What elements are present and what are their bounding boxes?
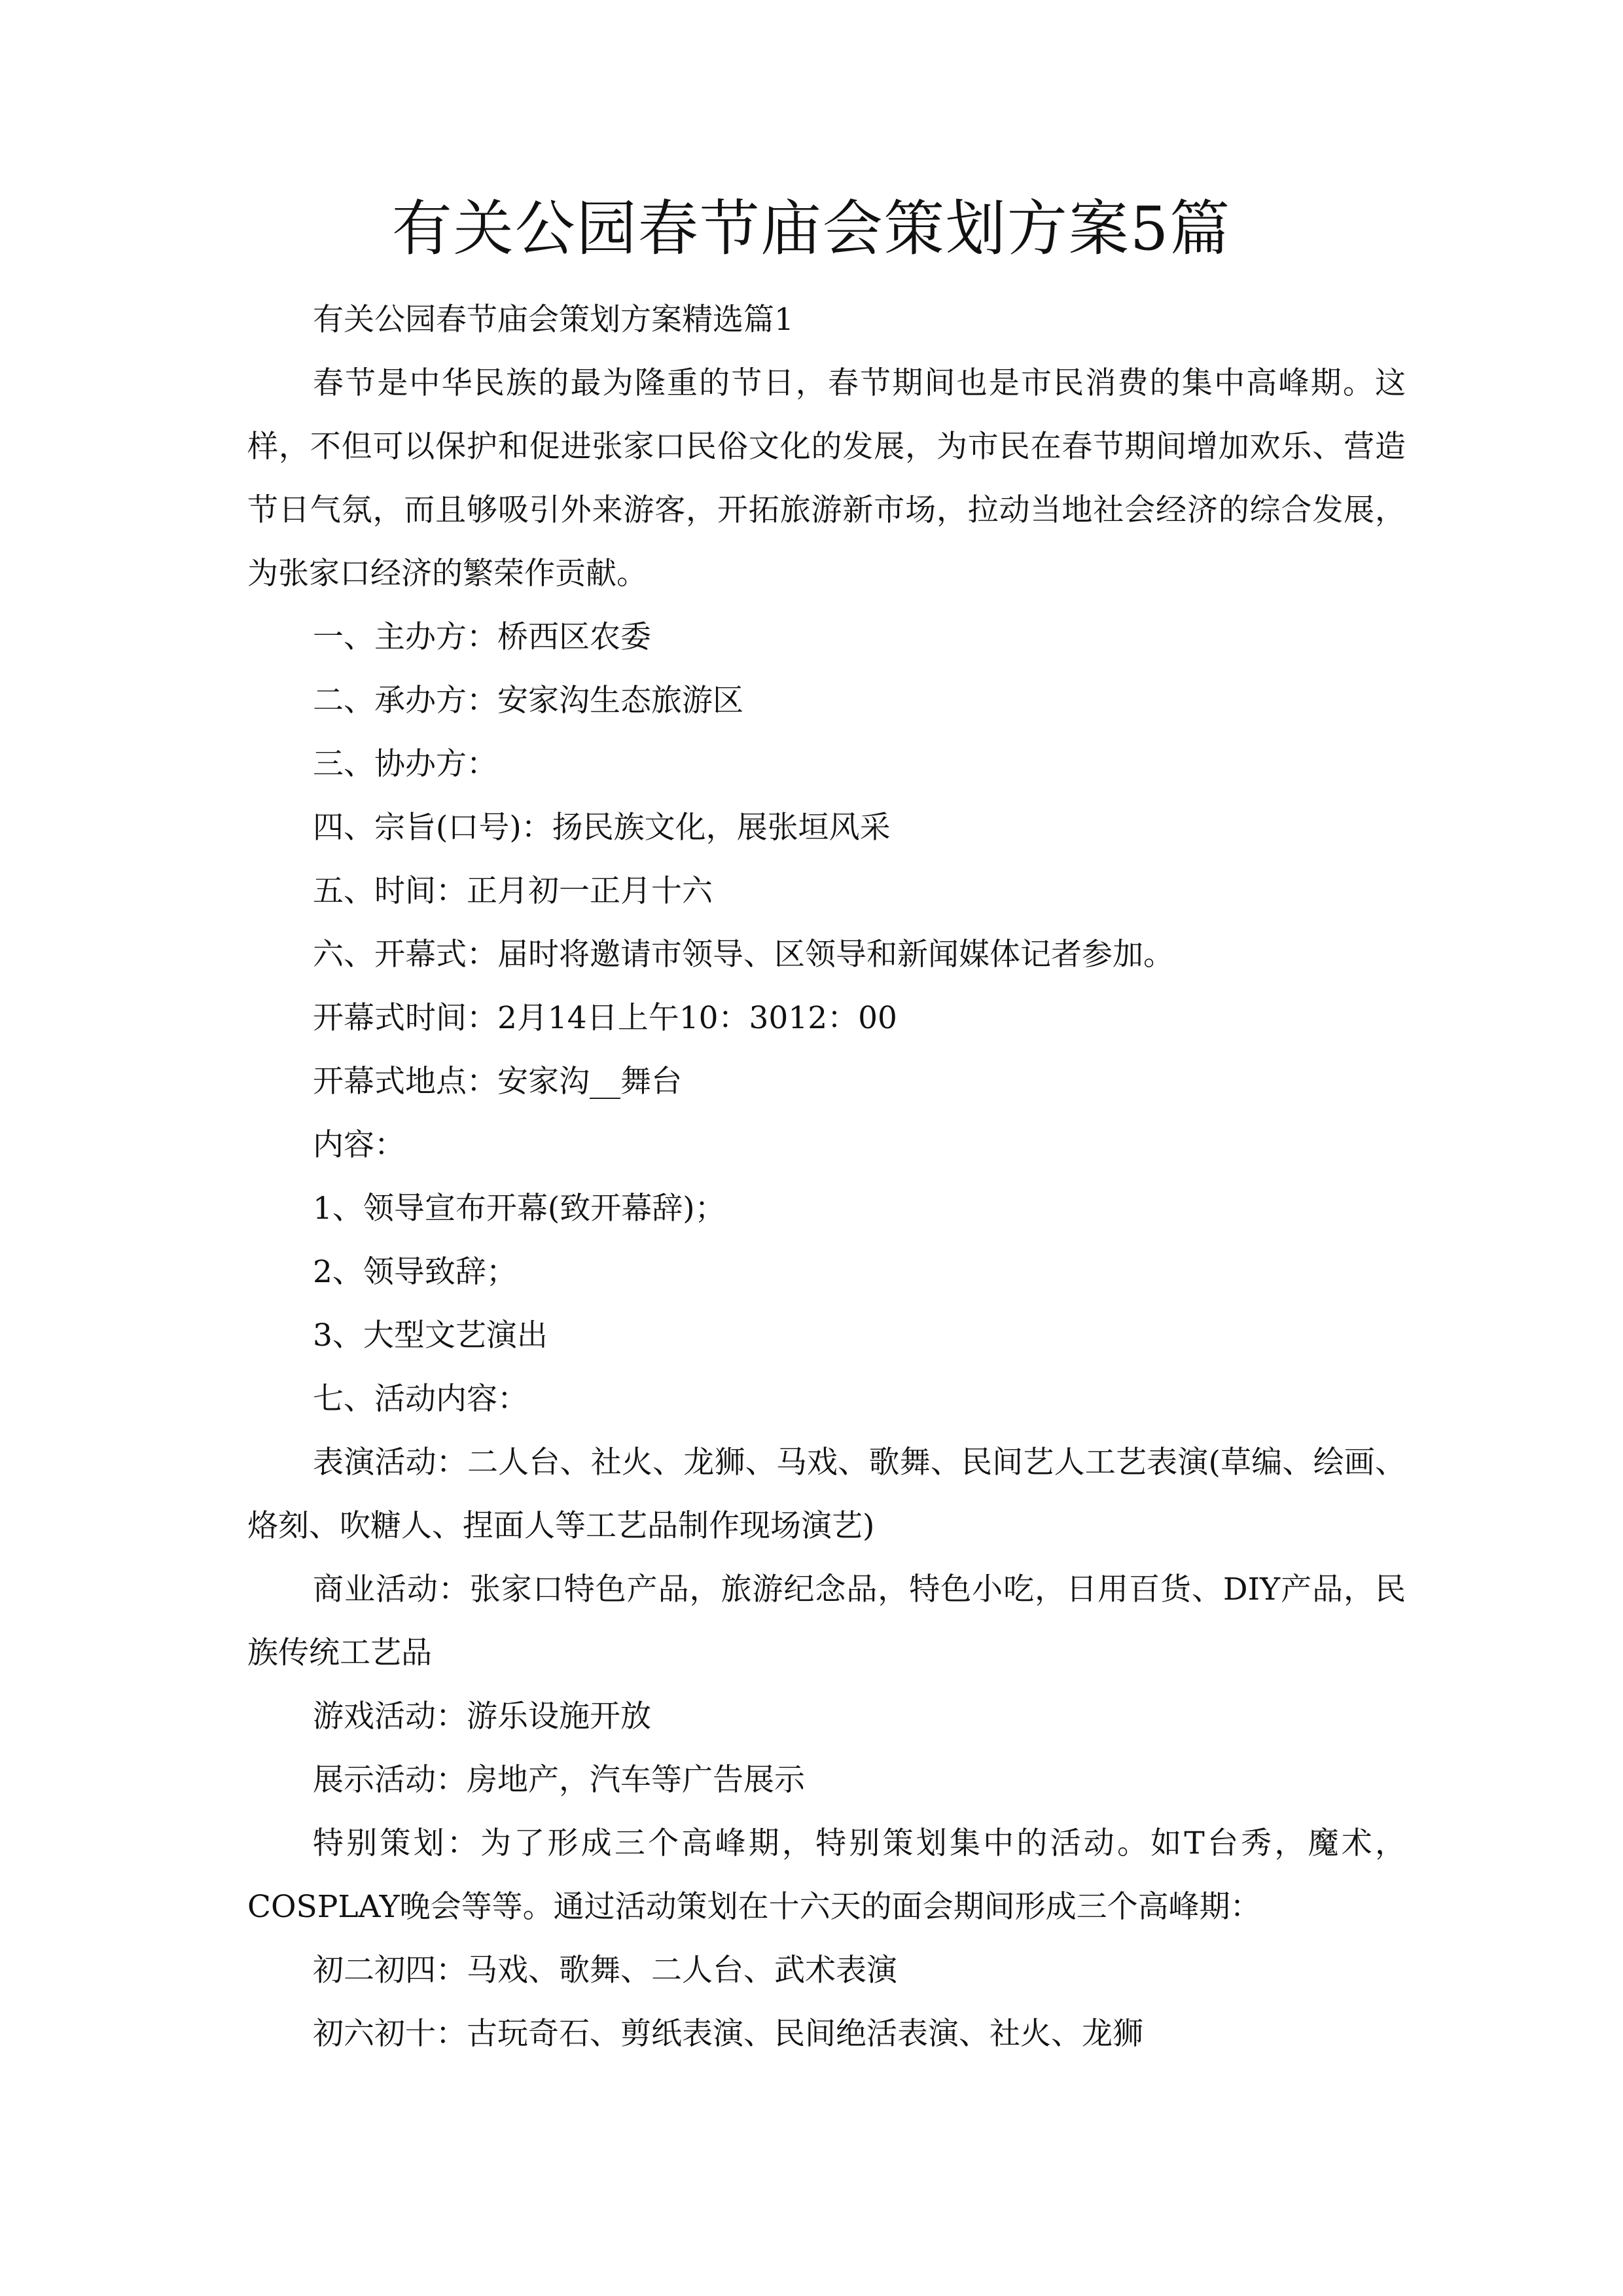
paragraph-intro: 春节是中华民族的最为隆重的节日，春节期间也是市民消费的集中高峰期。这样，不但可以保护和促进张家口民俗文化的发展，为市民在春节期间增加欢乐、营造节日气氛，而且够吸引外来游客，开拓旅游新市场，拉动当地社会经济的综合发展，为张家口经济的繁荣作贡献。 (247, 365, 1406, 592)
paragraph-exhibition: 展示活动：房地产，汽车等广告展示 (313, 1762, 805, 1798)
paragraph-time: 五、时间：正月初一正月十六 (313, 873, 713, 909)
paragraph-activities-label: 七、活动内容： (313, 1381, 528, 1417)
paragraph-special: 特别策划：为了形成三个高峰期，特别策划集中的活动。如T台秀，魔术，COSPLAY晚会等等。通过活动策划在十六天的面会期间形成三个高峰期： (247, 1825, 1406, 1925)
document-title: 有关公园春节庙会策划方案5篇 (391, 194, 1232, 264)
paragraph-opening-time: 开幕式时间：2月14日上午10：3012：00 (313, 1000, 897, 1036)
list-item-1: 1、领导宣布开幕(致开幕辞)； (313, 1191, 726, 1227)
paragraph-opening-place: 开幕式地点：安家沟__舞台 (313, 1064, 682, 1100)
paragraph-host: 一、主办方：桥西区农委 (313, 619, 651, 655)
document-subtitle: 有关公园春节庙会策划方案精选篇1 (313, 302, 794, 338)
list-item-2: 2、领导致辞； (313, 1254, 517, 1290)
paragraph-games: 游戏活动：游乐设施开放 (313, 1698, 651, 1734)
paragraph-commerce: 商业活动：张家口特色产品，旅游纪念品，特色小吃，日用百货、DIY产品，民族传统工艺品 (247, 1571, 1406, 1671)
paragraph-days-2-4: 初二初四：马戏、歌舞、二人台、武术表演 (313, 1952, 897, 1988)
paragraph-co-organizer: 三、协办方： (313, 746, 497, 782)
paragraph-purpose: 四、宗旨(口号)：扬民族文化，展张垣风采 (313, 810, 891, 846)
paragraph-days-6-10: 初六初十：古玩奇石、剪纸表演、民间绝活表演、社火、龙狮 (313, 2016, 1143, 2052)
document-body (247, 288, 1406, 2066)
paragraph-opening: 六、开幕式：届时将邀请市领导、区领导和新闻媒体记者参加。 (313, 937, 1174, 973)
paragraph-content-label: 内容： (313, 1127, 405, 1163)
paragraph-performance: 表演活动：二人台、社火、龙狮、马戏、歌舞、民间艺人工艺表演(草编、绘画、烙刻、吹糖人、捏面人等工艺品制作现场演艺) (247, 1444, 1406, 1544)
list-item-3: 3、大型文艺演出 (313, 1318, 548, 1354)
paragraph-organizer: 二、承办方：安家沟生态旅游区 (313, 683, 743, 719)
